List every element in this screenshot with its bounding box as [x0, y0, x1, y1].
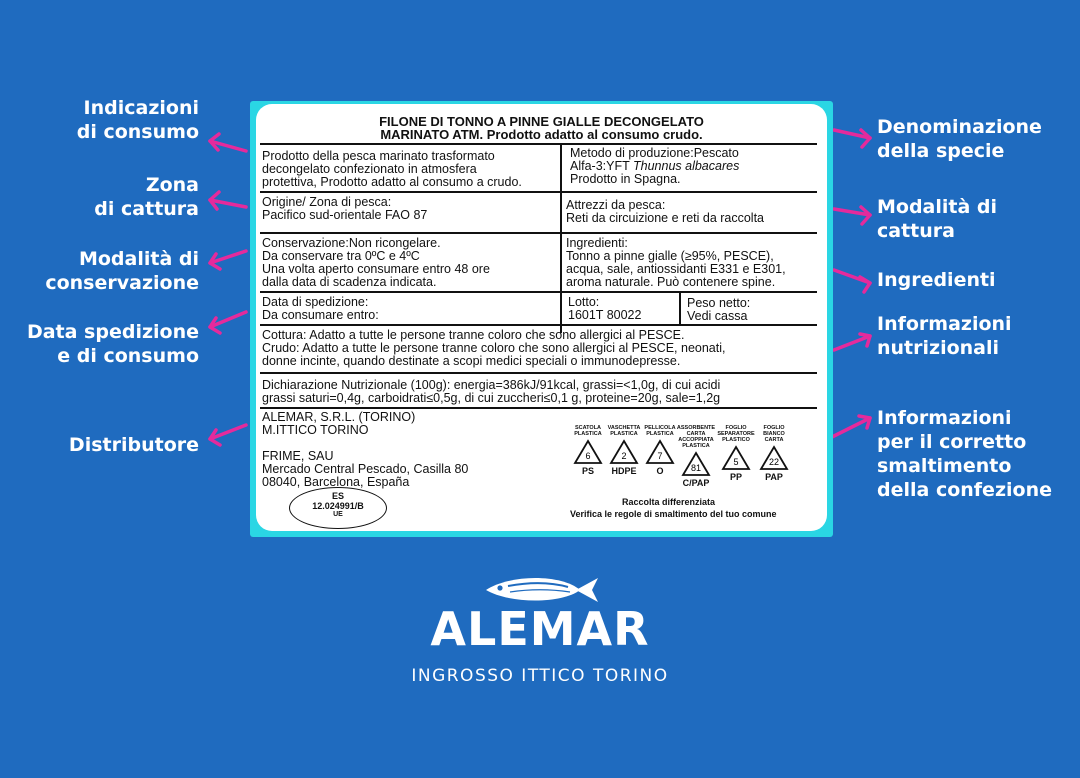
callout-indicazioni-consumo: Indicazioni di consumo — [76, 97, 199, 143]
recycle-note-1: Raccolta differenziata — [622, 497, 716, 507]
recycling-material-label: FOGLIO BIANCO — [763, 425, 785, 437]
callout-ingredienti: Ingredienti — [877, 269, 996, 291]
production-method: Metodo di produzione:Pescato Alfa-3:YFT Thunnus albacares Prodotto in Spagna. — [570, 146, 740, 186]
recycling-symbol — [604, 425, 644, 476]
recycling-code: PP — [729, 472, 742, 482]
arrow-smaltimento — [828, 416, 870, 439]
divider — [260, 291, 817, 293]
recycling-symbol — [568, 425, 608, 476]
product-label — [256, 104, 827, 531]
net-weight: Peso netto: Vedi cassa — [687, 296, 751, 323]
callout-informazioni-nutrizionali: Informazioni nutrizionali — [877, 313, 1012, 359]
recycle-number: 2 — [621, 451, 627, 461]
arrow-zona — [210, 192, 246, 209]
recycle-number: 6 — [585, 451, 591, 461]
recycling-material-label: VASCHETTA — [607, 425, 641, 431]
arrow-ingredienti — [834, 270, 870, 292]
callout-denominazione-specie: Denominazione della specie — [877, 116, 1042, 162]
callout-zona-cattura: Zona di cattura — [94, 174, 199, 220]
divider — [260, 143, 817, 145]
recycling-material-label: PLASTICA — [646, 431, 674, 437]
recycle-triangle-icon — [609, 439, 639, 465]
producer-info: FRIME, SAU Mercado Central Pescado, Casilla 80 08040, Barcelona, España — [262, 449, 469, 489]
recycling-material-label: ASSORBENTE — [676, 425, 716, 431]
recycle-number: 5 — [733, 457, 739, 467]
storage-info: Conservazione:Non ricongelare. Da conservare tra 0ºC e 4ºC Una volta aperto consumare entro 48 ore dalla data di scadenza indicata. — [262, 236, 490, 289]
recycle-number: 7 — [657, 451, 663, 461]
divider — [260, 324, 817, 326]
recycling-code: HDPE — [611, 466, 637, 476]
recycle-note-2: Verifica le regole di smaltimento del tuo comune — [570, 509, 777, 519]
recycling-symbol — [676, 425, 716, 488]
divider — [560, 143, 562, 333]
recycling-symbol — [754, 425, 794, 482]
nutrition-declaration: Dichiarazione Nutrizionale (100g): energia=386kJ/91kcal, grassi=<1,0g, di cui acidi grassi saturi=0,4g, carboidrati≤0,5g, di cui zuccheri≤0,1 g, proteine=20g, sale=1,2g — [262, 378, 721, 405]
health-mark-stamp: ES 12.024991/B UE — [289, 487, 387, 529]
fishing-gear: Attrezzi da pesca: Reti da circuizione e reti da raccolta — [566, 198, 765, 225]
arrow-conservazione — [210, 251, 246, 269]
label-title-1: FILONE DI TONNO A PINNE GIALLE DECONGELATO — [379, 114, 704, 129]
recycling-material-label: PLASTICO — [722, 437, 750, 443]
divider — [679, 291, 681, 324]
recycle-number: 22 — [768, 457, 780, 467]
arrow-nutrizionali — [834, 334, 870, 350]
recycle-triangle-icon — [573, 439, 603, 465]
recycling-material-label: SCATOLA — [574, 425, 602, 431]
divider — [260, 232, 817, 234]
label-title-2: MARINATO ATM. Prodotto adatto al consumo crudo. — [380, 127, 703, 142]
recycling-symbol — [640, 425, 680, 476]
recycling-material-label: PLASTICA — [682, 443, 710, 449]
arrow-denominazione — [834, 130, 870, 147]
ingredients: Ingredienti: Tonno a pinne gialle (≥95%, PESCE), acqua, sale, antiossidanti E331 e E301, aroma naturale. Può contenere spine. — [566, 236, 786, 289]
arrow-indicazioni — [210, 134, 246, 151]
recycling-material-label: FOGLIO — [725, 425, 747, 431]
arrow-modalita-cattura — [834, 207, 870, 224]
shipping-dates: Data di spedizione: Da consumare entro: — [262, 295, 379, 322]
callout-data-spedizione: Data spedizione e di consumo — [26, 321, 199, 367]
callout-distributore: Distributore — [68, 434, 199, 456]
callout-modalita-cattura: Modalità di cattura — [877, 196, 998, 242]
recycling-code: PAP — [765, 472, 783, 482]
recycle-triangle-icon — [645, 439, 675, 465]
product-description: Prodotto della pesca marinato trasformato decongelato confezionato in atmosfera protettiva, Prodotto adatto al consumo a crudo. — [262, 149, 522, 189]
brand-logo-word: ALEMAR — [430, 602, 650, 656]
recycling-symbol — [716, 425, 756, 482]
recycling-material-label: PLASTICA — [610, 431, 638, 437]
recycling-code: C/PAP — [682, 478, 710, 488]
recycling-material-label: CARTA ACCOPPIATA — [678, 431, 714, 443]
arrow-data — [210, 312, 246, 333]
recycling-material-label: CARTA — [764, 437, 784, 443]
distributor-info: ALEMAR, S.R.L. (TORINO) M.ITTICO TORINO — [262, 410, 416, 437]
divider — [260, 407, 817, 409]
callout-modalita-conservazione: Modalità di conservazione — [45, 248, 199, 294]
fishing-origin: Origine/ Zona di pesca: Pacifico sud-orientale FAO 87 — [262, 195, 428, 222]
callout-smaltimento: Informazioni per il corretto smaltimento della confezione — [877, 407, 1052, 501]
recycle-number: 81 — [690, 463, 702, 473]
recycle-triangle-icon — [721, 445, 751, 471]
arrow-distributore — [210, 425, 246, 445]
recycling-material-label: PLASTICA — [574, 431, 602, 437]
recycling-code: PS — [581, 466, 594, 476]
divider — [260, 372, 817, 374]
divider — [260, 191, 817, 193]
recycle-triangle-icon — [759, 445, 789, 471]
cooking-info: Cottura: Adatto a tutte le persone tranne coloro che sono allergici al PESCE. Crudo: Adatto a tutte le persone tranne coloro che sono allergici al PESCE, neonati, donne incinte, quando destinate a scopi medici speciali o immunodepresse. — [262, 328, 726, 368]
recycle-triangle-icon — [681, 451, 711, 477]
recycling-material-label: SEPARATORE — [717, 431, 755, 437]
recycling-code: O — [656, 466, 664, 476]
brand-logo-subtitle: INGROSSO ITTICO TORINO — [411, 666, 669, 686]
lot-number: Lotto: 1601T 80022 — [568, 295, 642, 322]
recycling-material-label: PELLICOLA — [644, 425, 676, 431]
